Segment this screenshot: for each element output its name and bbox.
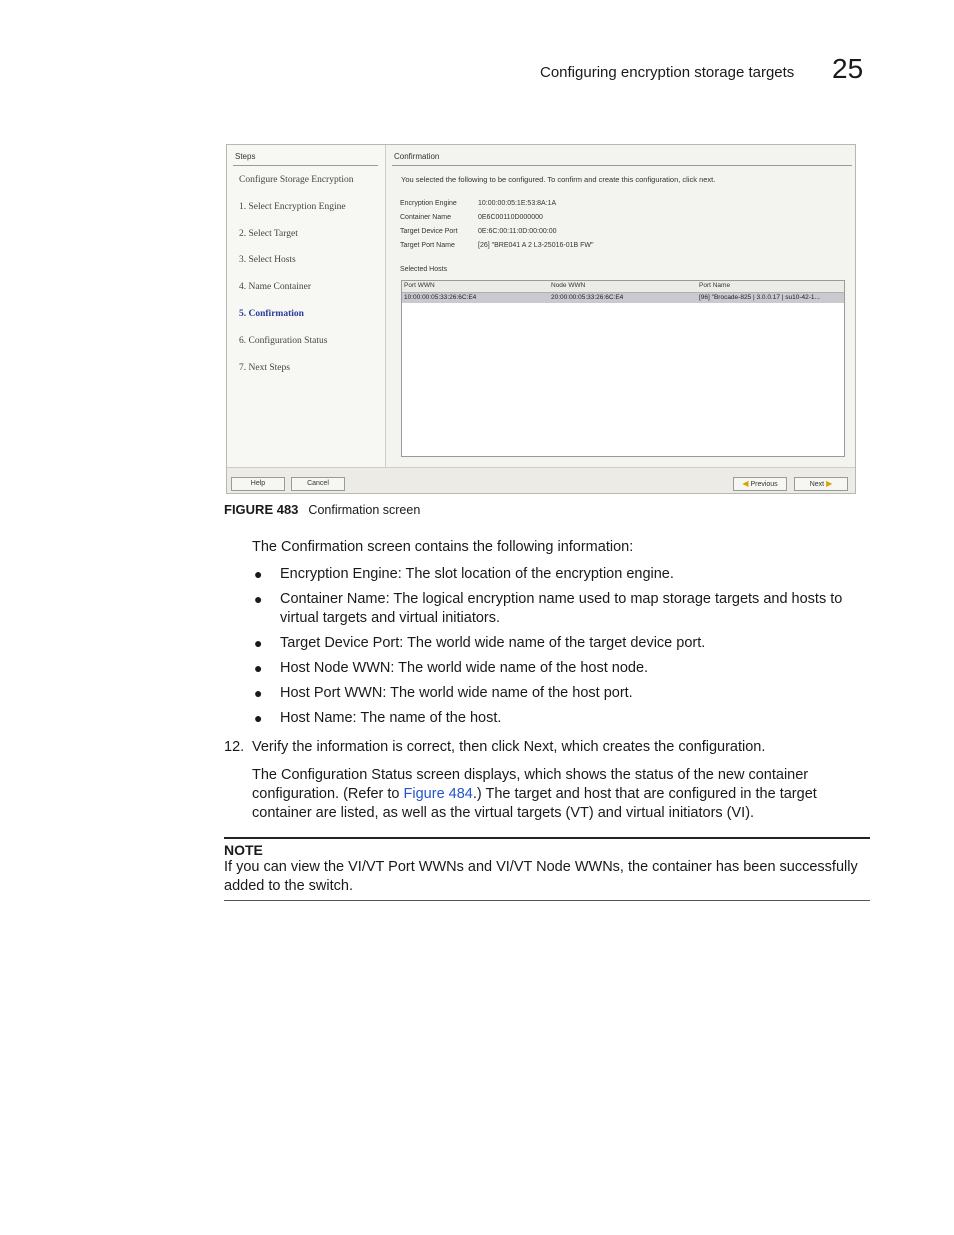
table-cell: [96] "Brocade-825 | 3.0.0.17 | su10-42-1... [699,294,820,301]
divider [392,165,852,166]
text: screen displays, which shows the status of the new container configuration. (Refer to [252,767,809,802]
figure-label: FIGURE 483 [224,502,299,517]
table-cell: 10:00:00:05:33:26:6C:E4 [404,294,477,301]
status-paragraph [252,766,852,823]
step-item: 6. Configuration Status [239,335,328,346]
cancel-button[interactable]: Cancel [291,477,345,491]
button-bar [227,467,855,494]
term: Target Device Port [280,635,400,651]
note-text: If you can view the VI/VT Port WWNs and VI/VT Node WWNs, the container has been successfully added to the switch. [224,859,858,894]
column-header[interactable]: Node WWN [551,282,586,289]
confirmation-panel [386,145,856,467]
field-encryption-engine [400,200,556,207]
description: : The slot location of the encryption engine. [397,566,674,582]
step-item: 1. Select Encryption Engine [239,201,346,212]
text: The [252,539,282,555]
figure-title: Confirmation screen [308,503,421,517]
selected-hosts-label: Selected Hosts [400,266,448,273]
term: Host Node WWN [280,660,391,676]
field-target-port-name [400,242,593,249]
text: Verify the information is correct, then click [252,739,524,755]
list-item [252,634,872,653]
steps-panel [227,145,386,467]
list-item [252,709,872,728]
arrow-right-icon: ▶ [826,479,833,488]
bullet-icon: ● [254,566,263,582]
table-row[interactable] [402,293,844,303]
term: Configuration Status [281,767,413,783]
panel-intro: You selected the following to be configured. To confirm and create this configuration, click next. [401,175,716,184]
note-title: NOTE [224,842,263,858]
steps-list [239,175,354,389]
steps-heading: Steps [235,152,256,161]
term: Host Port WWN [280,685,383,701]
bullet-icon: ● [254,660,263,676]
step-item: 7. Next Steps [239,362,290,373]
step-item-active: 5. Confirmation [239,308,304,319]
next-button[interactable] [794,477,848,491]
field-target-device-port [400,228,556,235]
term: Confirmation [281,539,364,555]
bullet-icon: ● [254,591,263,607]
step-item: 4. Name Container [239,282,312,293]
text: .) The target and host that are configured in the target container are listed, as well as the virtual targets (VT) and virtual initiators (VI). [252,786,817,821]
field-label: Encryption Engine [400,200,457,207]
panel-heading: Confirmation [394,152,440,161]
bullet-icon: ● [254,685,263,701]
list-item [252,590,872,628]
column-header[interactable]: Port Name [699,282,731,289]
field-value: 0E:6C:00:11:0D:00:00:00 [478,228,557,235]
figure-caption [224,502,420,517]
term: Encryption Engine [280,566,398,582]
column-header[interactable]: Port WWN [404,282,435,289]
field-value: 10:00:00:05:1E:53:8A:1A [478,200,557,207]
table-header-row [402,281,844,293]
previous-button[interactable] [733,477,787,491]
figure-link[interactable]: Figure 484 [403,786,473,802]
arrow-left-icon: ◀ [742,479,749,488]
text: , which creates the configuration. [553,739,766,755]
chapter-number: 25 [832,53,864,84]
intro-paragraph [252,538,872,557]
previous-button-label: Previous [750,481,778,488]
info-list [252,565,872,734]
field-value: [26] "BRE041 A 2 L3-25016-01B FW" [478,242,594,249]
step-number: 12. [224,739,245,755]
field-label: Container Name [400,214,451,221]
description: : The world wide name of the host node. [390,660,649,676]
description: : The world wide name of the target device port. [399,635,706,651]
page-header-title: Configuring encryption storage targets [540,64,795,81]
description: : The name of the host. [352,710,502,726]
wizard-screenshot [226,144,856,494]
term: Next [523,739,554,755]
step-item: Configure Storage Encryption [239,175,354,185]
field-container-name [400,214,543,221]
list-item [252,684,872,703]
help-button[interactable]: Help [231,477,285,491]
description: : The world wide name of the host port. [382,685,633,701]
term: Host Name [280,710,353,726]
list-item [252,659,872,678]
selected-hosts-table[interactable] [401,280,845,457]
note-top-rule [224,837,870,839]
text: screen contains the following information: [363,539,634,555]
term: Container Name [280,591,386,607]
divider [233,165,378,166]
bullet-icon: ● [254,635,263,651]
field-value: 0E6C00110D000000 [478,214,543,221]
bullet-icon: ● [254,710,263,726]
list-item [252,565,872,584]
step-paragraph [252,738,872,757]
field-label: Target Port Name [400,242,455,249]
step-item: 3. Select Hosts [239,255,296,266]
step-item: 2. Select Target [239,228,298,239]
text: The [252,767,282,783]
description: : The logical encryption name used to map storage targets and hosts to virtual targets and virtual initiators. [280,591,843,626]
table-cell: 20:00:00:05:33:26:6C:E4 [551,294,624,301]
field-label: Target Device Port [400,228,458,235]
next-button-label: Next [809,481,825,488]
note-bottom-rule [224,900,870,901]
